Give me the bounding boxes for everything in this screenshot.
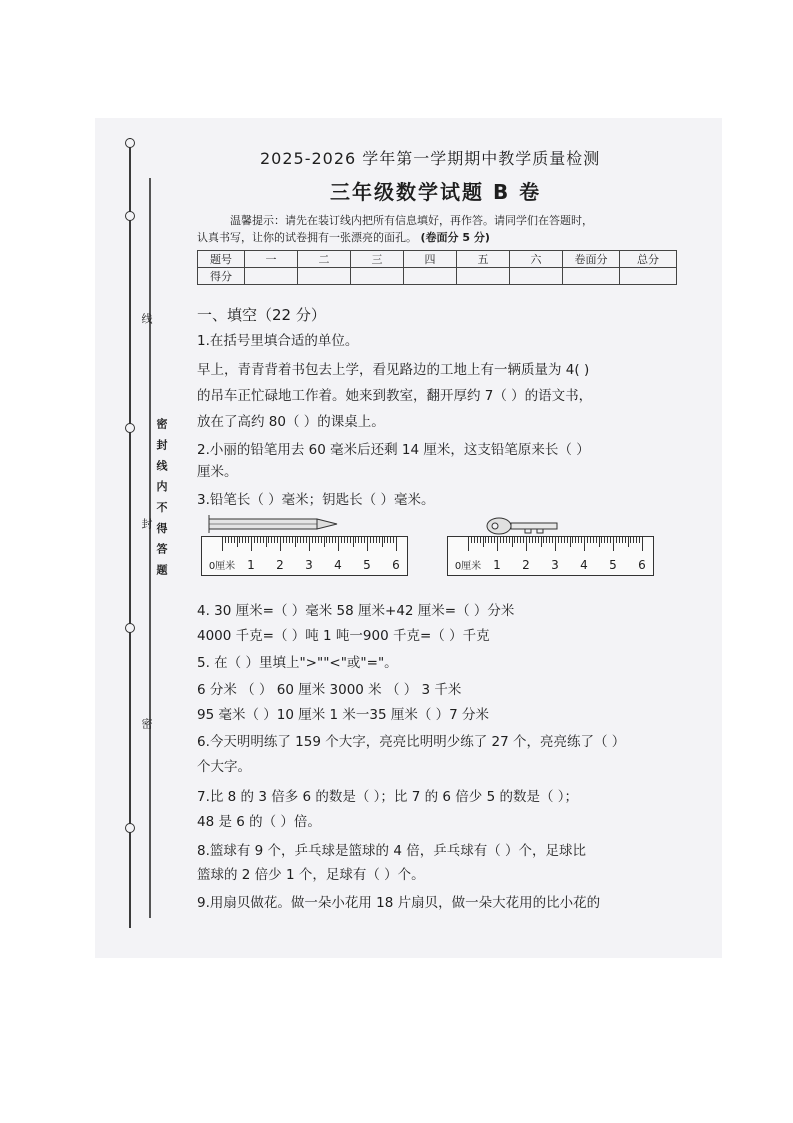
ruler-tick [581, 537, 582, 543]
ruler-tick [622, 537, 623, 543]
tip-line-2 [197, 229, 490, 245]
score-row-label: 得分 [198, 268, 245, 285]
ruler-tick [517, 537, 518, 543]
question-line: 95 毫米（ ）10 厘米 1 米一35 厘米（ ）7 分米 [197, 707, 490, 723]
ruler-tick [306, 537, 307, 543]
ruler-right [447, 536, 654, 576]
score-col: 总分 [620, 251, 677, 268]
score-row-label: 题号 [198, 251, 245, 268]
ruler-tick [239, 537, 240, 543]
binding-line-inner [149, 178, 151, 918]
ruler-tick [315, 537, 316, 543]
ruler-tick [234, 537, 235, 543]
ruler-tick [286, 537, 287, 543]
question-line: 9.用扇贝做花。做一朵小花用 18 片扇贝，做一朵大花用的比小花的 [197, 895, 601, 911]
binding-hole [125, 823, 135, 833]
ruler-tick [468, 537, 469, 551]
ruler-tick [535, 537, 536, 543]
ruler-tick [318, 537, 319, 543]
ruler-tick [538, 537, 539, 543]
ruler-tick [379, 537, 380, 543]
ruler-tick [506, 537, 507, 543]
ruler-tick [532, 537, 533, 543]
binding-label-line: 线 [140, 313, 153, 327]
ruler-number: 3 [305, 558, 313, 572]
ruler-tick [257, 537, 258, 543]
score-col: 三 [351, 251, 404, 268]
ruler-tick [396, 537, 397, 551]
ruler-left [201, 536, 408, 576]
ruler-tick [263, 537, 264, 543]
ruler-tick [500, 537, 501, 543]
ruler-tick [558, 537, 559, 543]
ruler-tick [268, 537, 269, 543]
question-line: 厘米。 [197, 464, 238, 480]
ruler-tick [541, 537, 542, 547]
ruler-tick [619, 537, 620, 543]
ruler-tick [520, 537, 521, 543]
ruler-tick [303, 537, 304, 543]
ruler-tick [480, 537, 481, 543]
ruler-tick [387, 537, 388, 543]
ruler-tick [335, 537, 336, 543]
pencil-figure [207, 515, 347, 535]
ruler-tick [503, 537, 504, 543]
ruler-tick [633, 537, 634, 543]
ruler-tick [292, 537, 293, 543]
ruler-tick [373, 537, 374, 543]
ruler-tick [596, 537, 597, 543]
ruler-tick [390, 537, 391, 543]
score-cell[interactable] [351, 268, 404, 285]
ruler-tick [601, 537, 602, 543]
ruler-tick [514, 537, 515, 543]
ruler-tick [561, 537, 562, 543]
ruler-tick [628, 537, 629, 547]
ruler-tick [376, 537, 377, 543]
ruler-number: 4 [580, 558, 588, 572]
ruler-tick [228, 537, 229, 543]
ruler-tick [344, 537, 345, 543]
ruler-number: 5 [363, 558, 371, 572]
ruler-number: 4 [334, 558, 342, 572]
question-line: 放在了高约 80（ ）的课桌上。 [197, 414, 385, 430]
ruler-tick [543, 537, 544, 543]
score-cell[interactable] [245, 268, 298, 285]
exam-sheet [95, 118, 722, 958]
ruler-tick [326, 537, 327, 543]
ruler-tick [590, 537, 591, 543]
binding-hole [125, 211, 135, 221]
ruler-tick [324, 537, 325, 547]
ruler-tick [358, 537, 359, 543]
ruler-tick [570, 537, 571, 547]
exam-title: 2025-2026 学年第一学期期中教学质量检测 [260, 149, 601, 168]
ruler-number: 3 [551, 558, 559, 572]
ruler-tick [630, 537, 631, 543]
ruler-tick [332, 537, 333, 543]
ruler-tick [529, 537, 530, 543]
section-heading: 一、填空（22 分） [197, 306, 326, 324]
binding-hole [125, 623, 135, 633]
ruler-tick [361, 537, 362, 543]
ruler-tick [384, 537, 385, 543]
ruler-tick [289, 537, 290, 543]
ruler-tick [364, 537, 365, 543]
ruler-tick [477, 537, 478, 543]
ruler-tick [642, 537, 643, 551]
binding-hole [125, 138, 135, 148]
score-col: 五 [457, 251, 510, 268]
ruler-tick [509, 537, 510, 543]
ruler-tick [567, 537, 568, 543]
ruler-tick [625, 537, 626, 543]
score-table-header-row [198, 251, 677, 268]
ruler-number: 0厘米 [454, 561, 482, 572]
ruler-tick [572, 537, 573, 543]
ruler-tick [546, 537, 547, 543]
ruler-tick [512, 537, 513, 547]
ruler-tick [578, 537, 579, 543]
question-line: 3.铅笔长（ ）毫米；钥匙长（ ）毫米。 [197, 492, 435, 508]
ruler-tick [526, 537, 527, 551]
ruler-number: 6 [638, 558, 646, 572]
ruler-number: 1 [247, 558, 255, 572]
ruler-tick [355, 537, 356, 543]
ruler-tick [260, 537, 261, 543]
ruler-tick [575, 537, 576, 543]
question-line: 2.小丽的铅笔用去 60 毫米后还剩 14 厘米，这支铅笔原来长（ ） [197, 442, 590, 458]
ruler-tick [266, 537, 267, 547]
ruler-tick [300, 537, 301, 543]
question-line: 4000 千克=（ ）吨 1 吨一900 千克=（ ）千克 [197, 628, 490, 644]
ruler-tick [242, 537, 243, 543]
ruler-tick [350, 537, 351, 543]
ruler-tick [587, 537, 588, 543]
ruler-tick [248, 537, 249, 543]
ruler-tick [254, 537, 255, 543]
score-table-score-row [198, 268, 677, 285]
ruler-tick [497, 537, 498, 551]
ruler-tick [610, 537, 611, 543]
binding-label-secret: 密 [140, 718, 153, 732]
ruler-tick [584, 537, 585, 551]
binding-line [129, 138, 131, 928]
question-line: 篮球的 2 倍少 1 个，足球有（ ）个。 [197, 867, 425, 883]
exam-subtitle: 三年级数学试题 B 卷 [330, 180, 542, 204]
score-cell[interactable] [620, 268, 677, 285]
ruler-tick [297, 537, 298, 543]
score-cell[interactable] [404, 268, 457, 285]
ruler-tick [222, 537, 223, 551]
ruler-tick [283, 537, 284, 543]
key-figure [485, 515, 575, 537]
ruler-tick [604, 537, 605, 543]
ruler-tick [370, 537, 371, 543]
tip-line-1: 温馨提示：请先在装订线内把所有信息填好，再作答。请同学们在答题时， [230, 214, 593, 227]
ruler-tick [237, 537, 238, 547]
ruler-tick [225, 537, 226, 543]
ruler-tick [277, 537, 278, 543]
ruler-tick [271, 537, 272, 543]
question-line: 个大字。 [197, 759, 251, 775]
ruler-tick [564, 537, 565, 543]
ruler-tick [295, 537, 296, 547]
ruler-tick [341, 537, 342, 543]
ruler-tick [639, 537, 640, 543]
question-line: 48 是 6 的（ ）倍。 [197, 814, 321, 830]
score-col: 二 [298, 251, 351, 268]
score-col: 一 [245, 251, 298, 268]
ruler-tick [353, 537, 354, 547]
ruler-tick [347, 537, 348, 543]
binding-warning: 密 封 线 内 不 得 答 题 [155, 418, 168, 578]
score-cell[interactable] [298, 268, 351, 285]
ruler-tick [616, 537, 617, 543]
ruler-tick [321, 537, 322, 543]
question-line: 8.篮球有 9 个，乒乓球是篮球的 4 倍，乒乓球有（ ）个，足球比 [197, 843, 587, 859]
ruler-tick [329, 537, 330, 543]
ruler-tick [636, 537, 637, 543]
ruler-tick [555, 537, 556, 551]
ruler-tick [312, 537, 313, 543]
ruler-tick [393, 537, 394, 543]
ruler-tick [338, 537, 339, 551]
score-table [197, 250, 677, 285]
ruler-tick [491, 537, 492, 543]
ruler-tick [485, 537, 486, 543]
score-col: 卷面分 [563, 251, 620, 268]
question-line: 5. 在（ ）里填上">""<"或"="。 [197, 655, 398, 671]
ruler-tick [607, 537, 608, 543]
ruler-tick [599, 537, 600, 547]
binding-hole [125, 423, 135, 433]
ruler-tick [280, 537, 281, 551]
ruler-tick [382, 537, 383, 547]
ruler-tick [471, 537, 472, 543]
ruler-tick [494, 537, 495, 543]
ruler-tick [488, 537, 489, 543]
question-line: 1.在括号里填合适的单位。 [197, 333, 359, 349]
ruler-number: 6 [392, 558, 400, 572]
ruler-number: 5 [609, 558, 617, 572]
ruler-tick [593, 537, 594, 543]
ruler-tick [552, 537, 553, 543]
ruler-tick [549, 537, 550, 543]
question-line: 早上，青青背着书包去上学，看见路边的工地上有一辆质量为 4( ) [197, 362, 590, 378]
question-line: 6.今天明明练了 159 个大字，亮亮比明明少练了 27 个，亮亮练了（ ） [197, 734, 626, 750]
ruler-tick [483, 537, 484, 547]
ruler-number: 2 [522, 558, 530, 572]
score-cell[interactable] [563, 268, 620, 285]
score-col: 六 [510, 251, 563, 268]
score-col: 四 [404, 251, 457, 268]
score-cell[interactable] [510, 268, 563, 285]
score-cell[interactable] [457, 268, 510, 285]
ruler-tick [613, 537, 614, 551]
question-line: 的吊车正忙碌地工作着。她来到教室，翻开厚约 7（ ）的语文书， [197, 388, 593, 404]
ruler-tick [245, 537, 246, 543]
binding-label-seal: 封 [140, 518, 153, 532]
ruler-tick [274, 537, 275, 543]
ruler-tick [251, 537, 252, 551]
ruler-tick [309, 537, 310, 551]
ruler-tick [523, 537, 524, 543]
question-line: 6 分米 （ ） 60 厘米 3000 米 （ ） 3 千米 [197, 682, 462, 698]
ruler-number: 0厘米 [208, 561, 236, 572]
ruler-tick [474, 537, 475, 543]
tip-text: 认真书写，让你的试卷拥有一张漂亮的面孔。 [197, 231, 417, 244]
tip-bold: (卷面分 5 分) [420, 231, 490, 244]
ruler-number: 2 [276, 558, 284, 572]
question-line: 4. 30 厘米=（ ）毫米 58 厘米+42 厘米=（ ）分米 [197, 603, 515, 619]
ruler-tick [367, 537, 368, 551]
question-line: 7.比 8 的 3 倍多 6 的数是（ ）；比 7 的 6 倍少 5 的数是（ ）； [197, 789, 578, 805]
ruler-number: 1 [493, 558, 501, 572]
ruler-tick [231, 537, 232, 543]
